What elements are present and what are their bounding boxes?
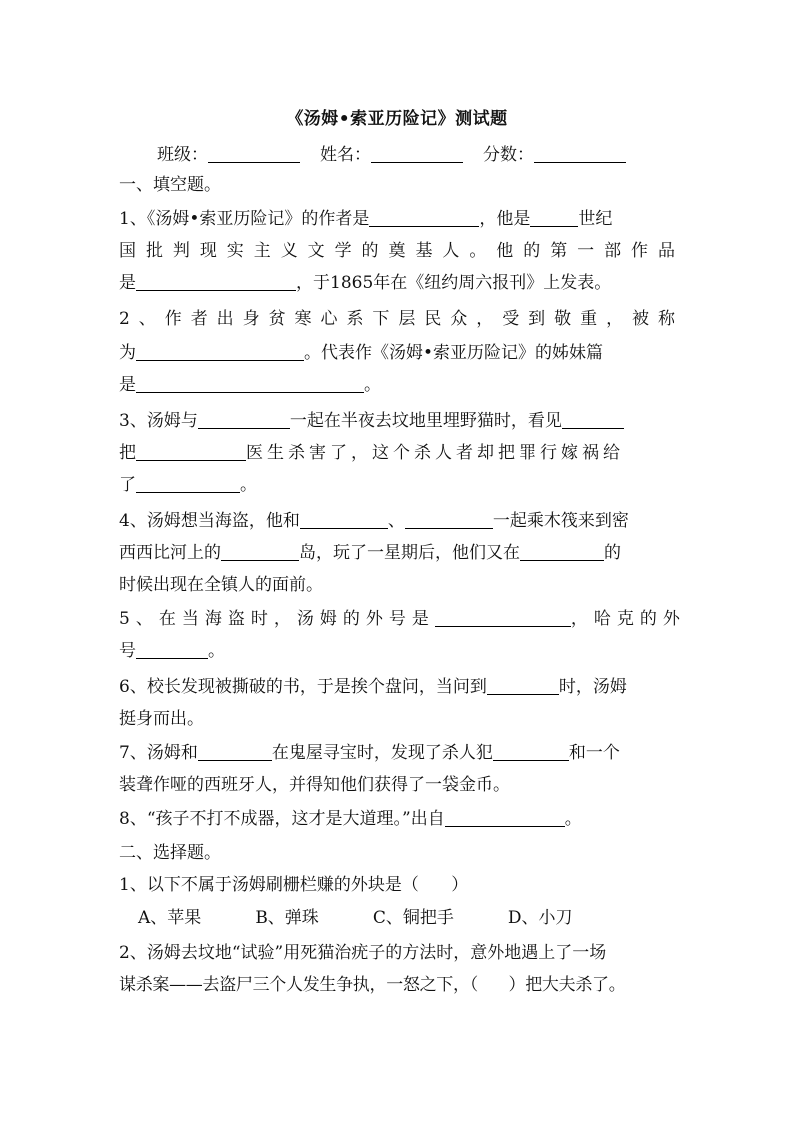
answer-blank[interactable] (487, 674, 559, 695)
question-1-line-3: 是 ，于1865年在《纽约周六报刊》上发表。 (119, 270, 675, 296)
question-5-line-1: 5、在当海盗时，汤姆的外号是 ，哈克的外 (119, 606, 675, 632)
answer-blank[interactable] (530, 206, 578, 227)
question-2-line-2: 为 。代表作《汤姆•索亚历险记》的姊妹篇 (119, 340, 675, 366)
answer-blank[interactable] (136, 340, 304, 361)
score-label: 分数： (483, 145, 534, 165)
question-5-line-2: 号 。 (119, 638, 675, 664)
question-3-line-2: 把 医生杀害了，这个杀人者却把罪行嫁祸给 (119, 440, 675, 466)
class-label: 班级： (157, 145, 208, 165)
choice-question-2-line-1: 2、汤姆去坟地“试验”用死猫治疣子的方法时，意外地遇上了一场 (119, 943, 607, 963)
answer-blank[interactable] (136, 638, 208, 659)
answer-blank[interactable] (221, 540, 299, 561)
answer-blank[interactable] (198, 740, 272, 761)
question-4-line-2: 西西比河上的 岛，玩了一星期后，他们又在 的 (119, 540, 675, 566)
question-8-line: 8、“孩子不打不成器，这才是大道理。”出自 。 (119, 806, 675, 832)
choice-question-2-line-2: 谋杀案——去盗尸三个人发生争执，一怒之下，（ ）把大夫杀了。 (119, 975, 626, 995)
answer-blank[interactable] (493, 740, 569, 761)
answer-blank[interactable] (520, 540, 604, 561)
question-1-line-2: 国批判现实主义文学的奠基人。他的第一部作品 (119, 241, 675, 261)
answer-blank[interactable] (405, 508, 493, 529)
answer-blank[interactable] (300, 508, 388, 529)
score-blank[interactable] (534, 144, 626, 163)
answer-blank[interactable] (136, 372, 364, 393)
choice-question-1: 1、以下不属于汤姆刷栅栏赚的外块是（ ） (119, 875, 469, 895)
choice-question-1-options: A、苹果 B、弹珠 C、铜把手 D、小刀 (138, 908, 573, 928)
question-3-line-1: 3、汤姆与 一起在半夜去坟地里埋野猫时，看见 (119, 408, 675, 434)
answer-blank[interactable] (198, 408, 290, 429)
answer-blank[interactable] (136, 472, 240, 493)
answer-blank[interactable] (136, 440, 246, 461)
answer-blank[interactable] (369, 206, 479, 227)
answer-blank[interactable] (445, 806, 565, 827)
class-blank[interactable] (208, 144, 300, 163)
question-2-line-3: 是 。 (119, 372, 675, 398)
name-label: 姓名： (320, 145, 371, 165)
question-4-line-3: 时候出现在全镇人的面前。 (119, 575, 323, 595)
document-title: 《汤姆•索亚历险记》测试题 (286, 109, 508, 129)
question-4-line-1: 4、汤姆想当海盗，他和 、 一起乘木筏来到密 (119, 508, 675, 534)
question-6-line-1: 6、校长发现被撕破的书，于是挨个盘问，当问到 时，汤姆 (119, 674, 675, 700)
section-heading-fill: 一、填空题。 (119, 175, 221, 195)
question-2-line-1: 2、作者出身贫寒心系下层民众，受到敬重，被称 (119, 309, 675, 329)
question-7-line-2: 装聋作哑的西班牙人，并得知他们获得了一袋金币。 (119, 775, 510, 795)
question-1-line-1: 1、《汤姆•索亚历险记》的作者是 ，他是 世纪 (119, 206, 675, 232)
name-blank[interactable] (371, 144, 463, 163)
question-3-line-3: 了 。 (119, 472, 675, 498)
question-6-line-2: 挺身而出。 (119, 709, 204, 729)
answer-blank[interactable] (136, 270, 296, 291)
question-7-line-1: 7、汤姆和 在鬼屋寻宝时，发现了杀人犯 和一个 (119, 740, 675, 766)
section-heading-choice: 二、选择题。 (119, 843, 221, 863)
answer-blank[interactable] (435, 606, 571, 627)
student-info-row (157, 140, 626, 165)
answer-blank[interactable] (562, 408, 624, 429)
